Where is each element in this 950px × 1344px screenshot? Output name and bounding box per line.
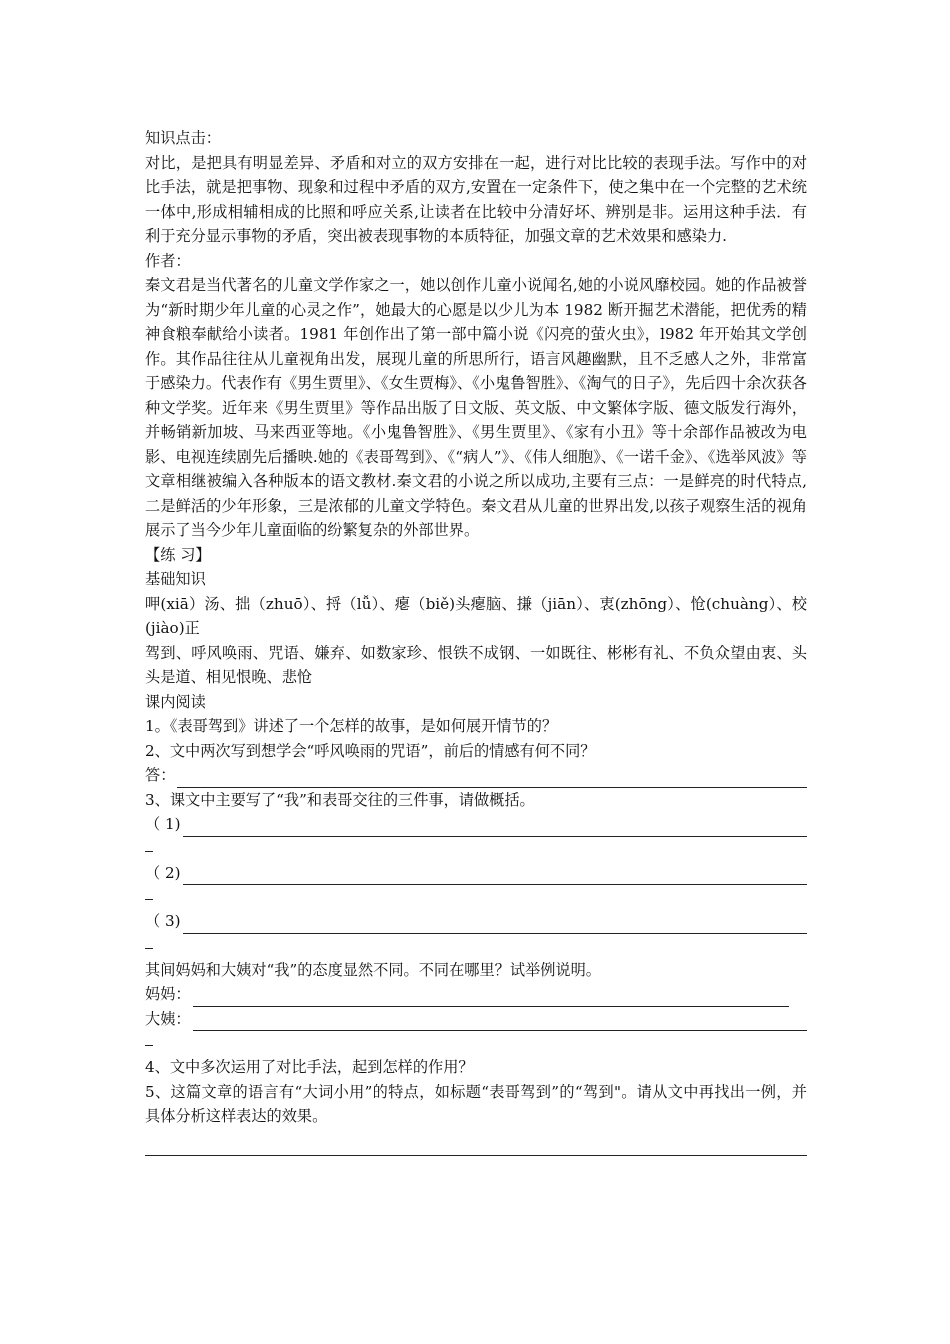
q3-item-1-label: （ 1) — [145, 815, 181, 833]
q3-item-2-row — [145, 861, 807, 886]
question-4: 4、文中多次运用了对比手法，起到怎样的作用？ — [145, 1058, 474, 1076]
q3-item-3-row — [145, 909, 807, 934]
answer-2-blank[interactable] — [177, 770, 807, 788]
worksheet-page — [145, 126, 807, 1156]
aunt-blank[interactable] — [193, 1013, 807, 1031]
q3-item-2-label: （ 2) — [145, 863, 181, 882]
mom-row — [145, 982, 807, 1007]
knowledge-text: 对比，是把具有明显差异、矛盾和对立的双方安排在一起，进行对比比较的表现手法。写作中的对比手法，就是把事物、现象和过程中矛盾的双方,安置在一定条件下，使之集中在一个完整的艺术统一体中,形成相辅相成的比照和呼应关系,让读者在比较中分清好坏、辨别是非。运用这种手法．有利于充分显示事物的矛盾，突出被表现事物的本质特征，加强文章的艺术效果和感染力. — [145, 153, 807, 245]
reading-heading: 课内阅读 — [145, 692, 206, 711]
author-text: 秦文君是当代著名的儿童文学作家之一，她以创作儿童小说闻名,她的小说风靡校园。她的作品被誉为“新时期少年儿童的心灵之作”，她最大的心愿是以少儿为本 1982 断开掘艺术潜能，把优秀的精神食粮奉献给小读者。1981 年创作出了第一部中篇小说《闪亮的萤火虫》，l982 年开始其文学创作。其作品往往从儿童视角出发，展现儿童的所思所行，语言风趣幽默，且不乏感人之外，非常富于感染力。代表作有《男生贾里》、《女生贾梅》、《小鬼鲁智胜》、《淘气的日子》，先后四十余次获各种文学奖。近年来《男生贾里》等作品出版了日文版、英文版、中文繁体字版、德文版发行海外，并畅销新加坡、马来西亚等地。《小鬼鲁智胜》、《男生贾里》、《家有小丑》等十余部作品被改为电影、电视连续剧先后播映.她的《表哥驾到》、《“病人”》、《伟人细胞》、《一诺千金》、《选举风波》等文章相继被编入各种版本的语文教材.秦文君的小说之所以成功,主要有三点：一是鲜亮的时代特点,二是鲜活的少年形象，三是浓郁的儿童文学特色。秦文君从儿童的世界出发,以孩子观察生活的视角展示了当今少年儿童面临的纷繁复杂的外部世界。 — [145, 276, 807, 539]
q3-item-3-tail — [145, 934, 153, 949]
author-heading: 作者： — [145, 251, 191, 270]
q3-item-2-tail — [145, 885, 153, 900]
aunt-label: 大姨： — [145, 1009, 191, 1028]
mom-blank[interactable] — [193, 989, 789, 1007]
answer-5-blank[interactable] — [145, 1135, 807, 1156]
question-3-extra: 其间妈妈和大姨对“我”的态度显然不同。不同在哪里？试举例说明。 — [145, 960, 601, 979]
answer-label: 答： — [145, 766, 176, 784]
answer-2-row — [145, 763, 807, 788]
q3-item-1-blank[interactable] — [183, 819, 807, 837]
q3-item-1-tail — [145, 837, 153, 852]
question-1: 1。《表哥驾到》讲述了一个怎样的故事，是如何展开情节的？ — [145, 717, 558, 735]
mom-label: 妈妈： — [145, 985, 191, 1003]
question-3: 3、课文中主要写了“我”和表哥交往的三件事，请做概括。 — [145, 790, 535, 809]
words-text: 驾到、呼风唤雨、咒语、嫌弃、如数家珍、恨铁不成钢、一如既往、彬彬有礼、不负众望由衷、头头是道、相见恨晚、悲怆 — [145, 643, 807, 686]
question-2: 2、文中两次写到想学会“呼风唤雨的咒语”，前后的情感有何不同？ — [145, 741, 596, 760]
q3-item-3-label: （ 3) — [145, 912, 181, 930]
q3-item-3-blank[interactable] — [183, 916, 807, 934]
aunt-tail — [145, 1031, 153, 1046]
aunt-row — [145, 1007, 807, 1032]
basics-heading: 基础知识 — [145, 570, 206, 588]
knowledge-heading: 知识点击： — [145, 129, 221, 147]
pinyin-text: 呷(xiā）汤、拙（zhuō）、捋（lǚ）、瘪（biě)头瘪脑、搛（jiān）、衷(zhōng）、怆(chuàng）、校(jiào)正 — [145, 594, 807, 637]
question-5: 5、这篇文章的语言有“大词小用”的特点，如标题“表哥驾到”的“驾到"。请从文中再找出一例，并具体分析这样表达的效果。 — [145, 1082, 807, 1125]
q3-item-1-row — [145, 812, 807, 837]
practice-heading: 【练 习】 — [145, 545, 211, 564]
q3-item-2-blank[interactable] — [183, 867, 807, 885]
